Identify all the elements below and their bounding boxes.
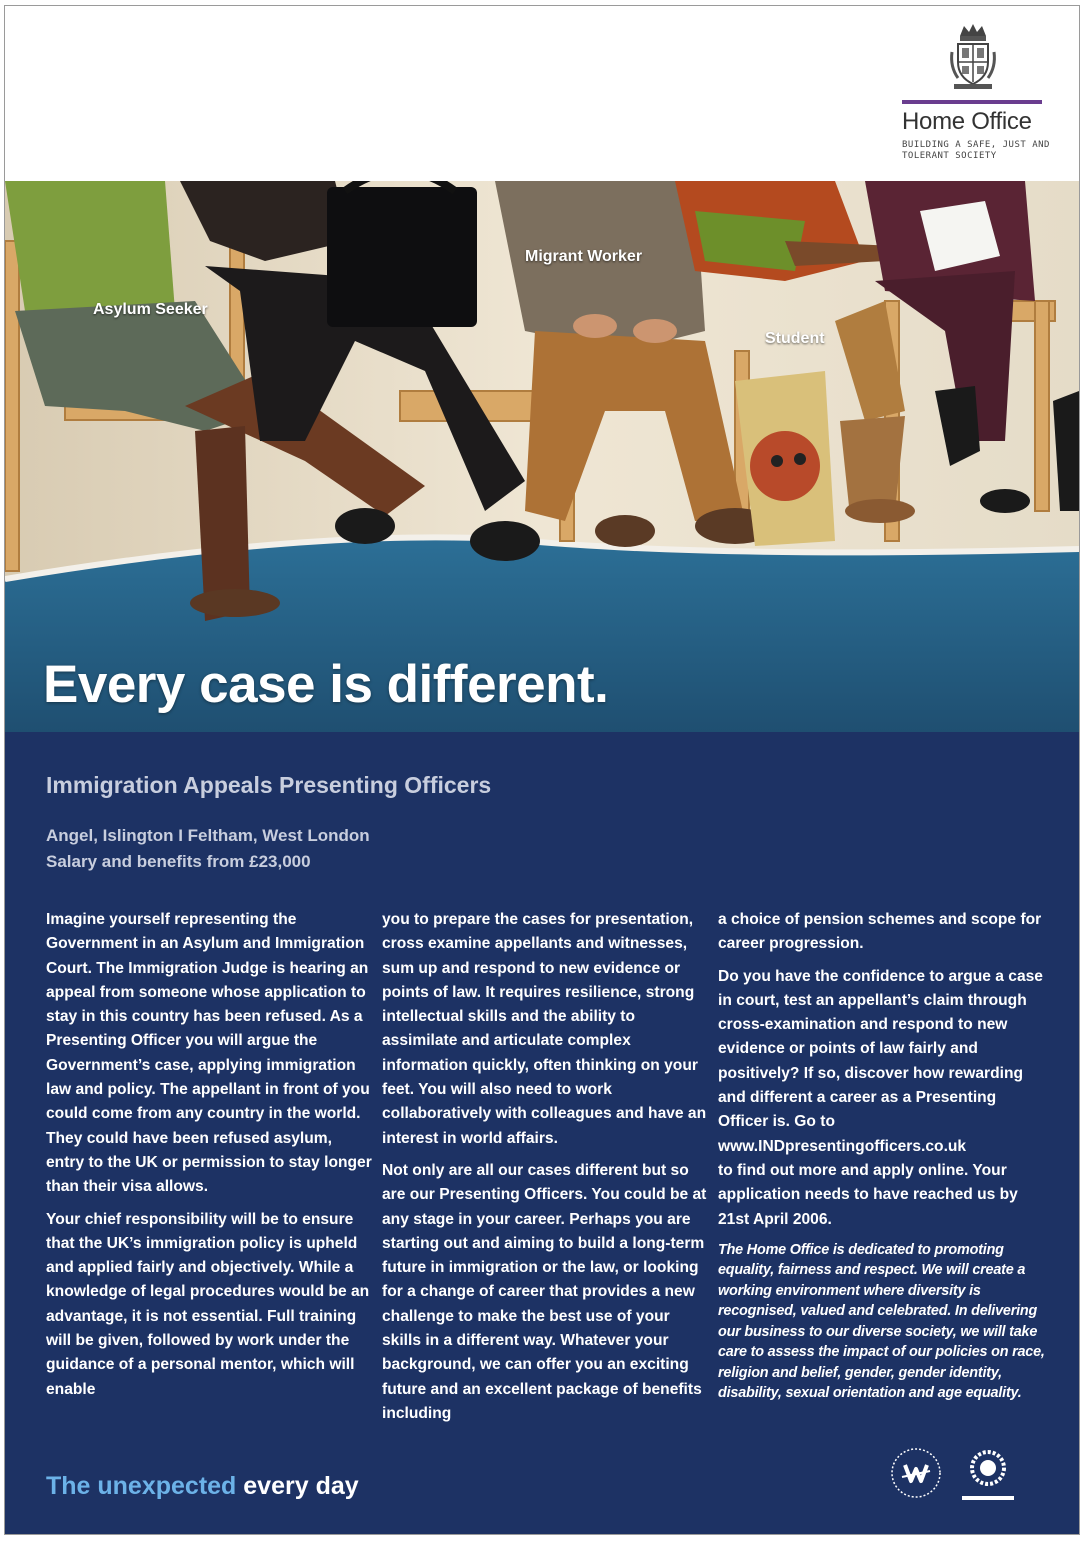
apply-url-link[interactable]: www.INDpresentingofficers.co.uk — [718, 1137, 967, 1155]
header — [5, 6, 1079, 182]
label-asylum-seeker: Asylum Seeker — [93, 301, 208, 318]
column-2 — [382, 908, 710, 1434]
tagline-highlight: The unexpected — [46, 1472, 237, 1500]
label-student: Student — [765, 330, 825, 347]
org-name: Home Office — [902, 108, 1032, 135]
col3-paragraph-3: to find out more and apply online. Your application needs to have reached us by 21st April 2006. — [718, 1161, 1018, 1228]
col2-paragraph-1: you to prepare the cases for presentation, cross examine appellants and witnesses, sum up and respond to new evidence or points of law. It requires resilience, strong intellectual skills and the ability to assimilate and articulate complex information quickly, often thinking on your feet. You will also need to work collaboratively with colleagues and have an interest in world affairs. — [382, 911, 707, 1147]
equality-statement: The Home Office is dedicated to promoting equality, fairness and respect. We will create a working environment where diversity is recognised, valued and celebrated. In delivering our business to our diverse society, we will take care to assess the impact of our policies on race, religion and belief, gender, gender identity, disability, sexual orientation and age equality. — [718, 1241, 1045, 1402]
waiting-room-photo — [5, 181, 1079, 732]
home-office-logo — [898, 22, 1058, 172]
column-1 — [46, 908, 374, 1410]
col1-paragraph-1: Imagine yourself representing the Government in an Asylum and Immigration Court. The Immigration Judge is hearing an appeal from someone whose application to stay in this country has been refused. As a Presenting Officer you will argue the Government’s case, applying immigration law and policy. The appellant in front of you could come from any country in the world. They could have been refused asylum, entry to the UK or permission to stay longer than their visa allows. — [46, 911, 372, 1196]
job-location: Angel, Islington I Feltham, West London — [46, 826, 370, 845]
advert-page — [4, 5, 1080, 1535]
column-3 — [718, 908, 1048, 1412]
tagline — [46, 1472, 359, 1501]
col3-paragraph-1: a choice of pension schemes and scope for career progression. — [718, 911, 1042, 953]
job-salary: Salary and benefits from £23,000 — [46, 852, 311, 871]
job-panel — [5, 732, 1079, 1535]
col3-paragraph-2: Do you have the confidence to argue a case in court, test an appellant’s claim through cross-examination and respond to new evidence or points of law fairly and positively? If so, discover how rewarding and different a career as a Presenting Officer is. Go to — [718, 967, 1043, 1131]
job-title: Immigration Appeals Presenting Officers — [46, 772, 492, 798]
col1-paragraph-2: Your chief responsibility will be to ensure that the UK’s immigration policy is upheld and applied fairly and objectively. While a knowledge of legal procedures would be an advantage, it is not essential. Full training will be given, followed by work under the guidance of a personal mentor, which will enable — [46, 1210, 370, 1398]
disability-symbol-icon — [890, 1447, 942, 1499]
tagline-rest: every day — [236, 1472, 359, 1500]
col2-paragraph-2: Not only are all our cases different but so are our Presenting Officers. You could be at any stage in your career. Perhaps you are starting out and aiming to build a long-term future in immigration or the law, or looking for a change of career that provides a new challenge to make the best use of your skills in a different way. Whatever your background, we can offer you an exciting future and an excellent package of benefits including — [382, 1161, 707, 1422]
investors-in-people-icon — [958, 1444, 1018, 1506]
label-migrant-worker: Migrant Worker — [525, 248, 643, 265]
org-tagline: BUILDING A SAFE, JUST AND TOLERANT SOCIETY — [902, 140, 1050, 161]
headline: Every case is different. — [43, 655, 609, 714]
logo-accent-bar — [902, 100, 1042, 104]
royal-crest-icon — [948, 22, 998, 92]
